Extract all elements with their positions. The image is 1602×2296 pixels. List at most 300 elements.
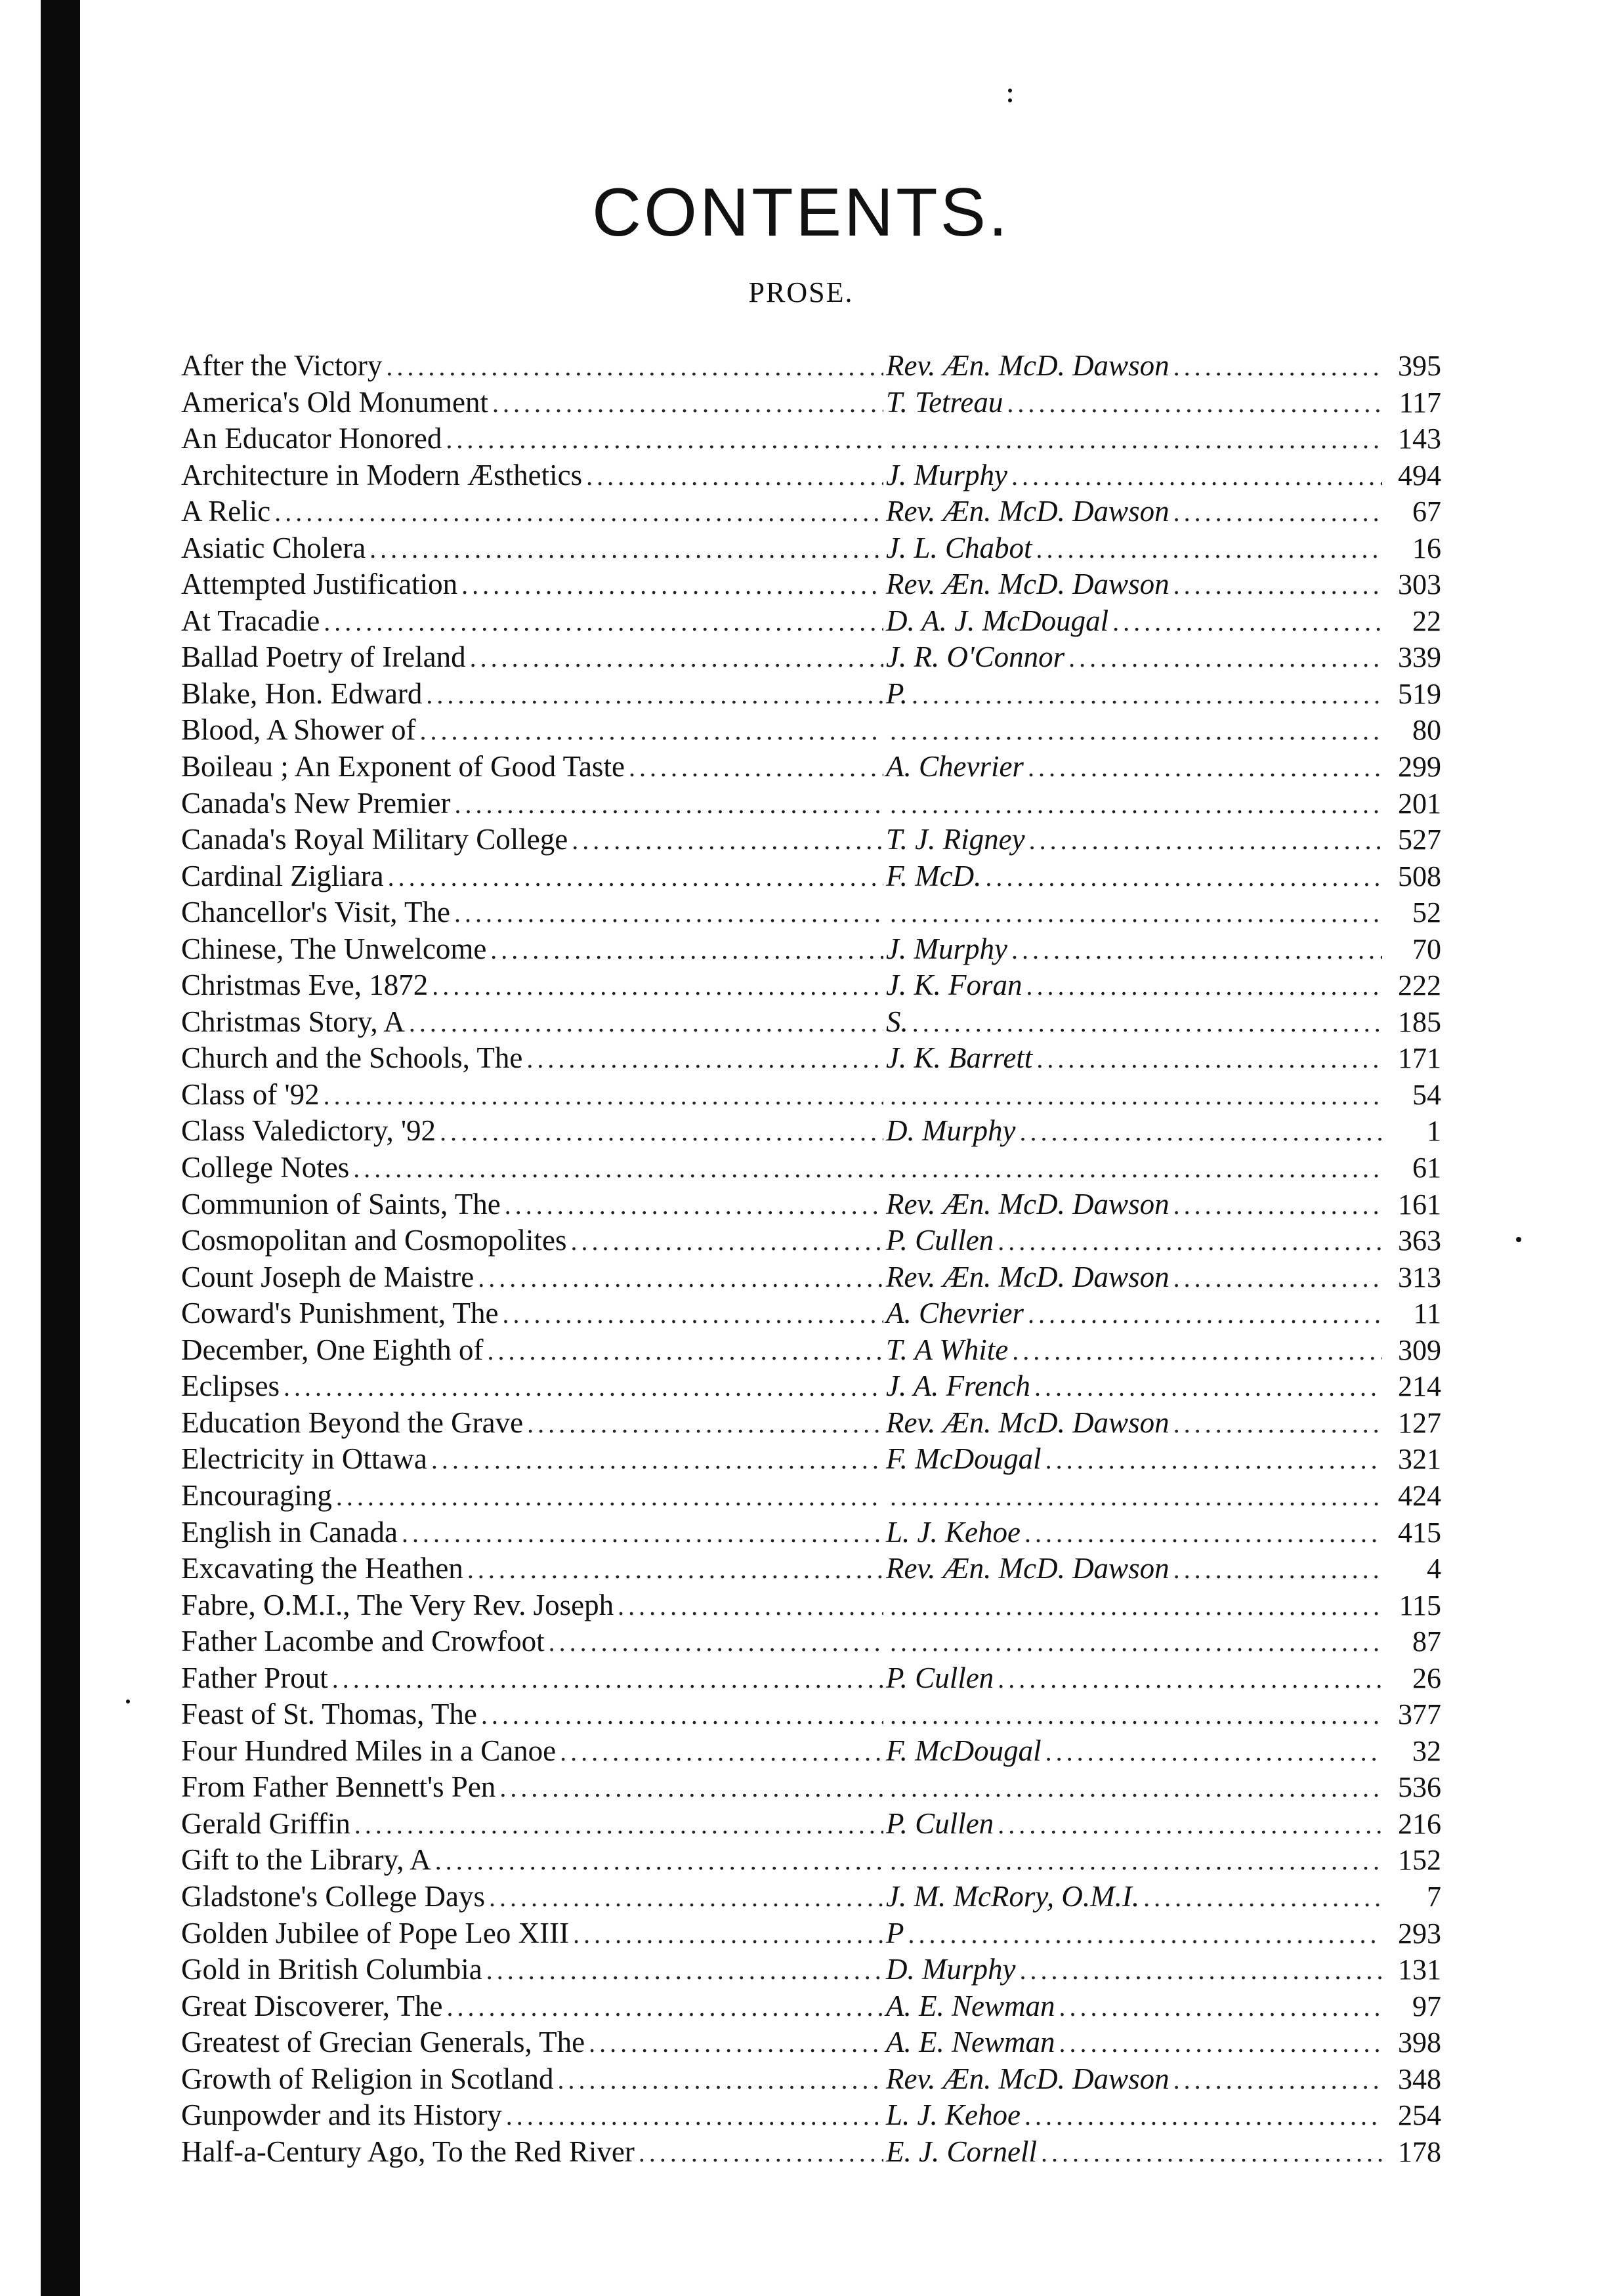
toc-entry-page: 67 bbox=[1412, 495, 1441, 528]
toc-entry bbox=[181, 1514, 1441, 1551]
dot-leader bbox=[890, 1624, 1382, 1660]
toc-entry-author-block bbox=[883, 858, 1382, 895]
toc-entry-page: 1 bbox=[1427, 1115, 1441, 1148]
toc-entry bbox=[181, 1696, 1441, 1733]
dot-leader bbox=[560, 1734, 883, 1770]
toc-entry-author: J. R. O'Connor bbox=[883, 639, 1068, 675]
dot-leader bbox=[1173, 348, 1382, 385]
toc-entry bbox=[181, 2061, 1441, 2098]
dot-leader bbox=[557, 2062, 883, 2098]
toc-entry-author: A. Chevrier bbox=[883, 1295, 1028, 1331]
toc-entry-page: 61 bbox=[1412, 1152, 1441, 1184]
toc-entry-title: Canada's New Premier bbox=[181, 786, 451, 820]
toc-entry-author-block bbox=[883, 713, 1382, 749]
toc-entry bbox=[181, 1295, 1441, 1332]
toc-entry-page: 178 bbox=[1398, 2135, 1441, 2168]
toc-entry bbox=[181, 1842, 1441, 1879]
toc-entry-title: An Educator Honored bbox=[181, 422, 442, 455]
toc-entry-title: Cardinal Zigliara bbox=[181, 859, 384, 892]
toc-entry-author-block bbox=[883, 530, 1382, 567]
dot-leader bbox=[420, 713, 883, 749]
dot-leader bbox=[506, 2098, 883, 2134]
toc-entry bbox=[181, 712, 1441, 749]
dot-leader bbox=[1011, 932, 1382, 968]
toc-entry-author-block bbox=[883, 639, 1382, 676]
toc-entry-author: J. K. Foran bbox=[883, 967, 1026, 1003]
toc-entry-page: 54 bbox=[1412, 1078, 1441, 1111]
toc-entry-page: 536 bbox=[1398, 1771, 1441, 1804]
dot-leader bbox=[1034, 1369, 1382, 1405]
dot-leader bbox=[332, 1661, 883, 1697]
toc-entry-author-block bbox=[883, 676, 1382, 713]
dot-leader bbox=[890, 1150, 1382, 1186]
toc-entry-page: 115 bbox=[1399, 1589, 1441, 1621]
toc-entry-author-block bbox=[883, 1478, 1382, 1514]
dot-leader bbox=[470, 640, 883, 676]
toc-entry-author-block bbox=[883, 2024, 1382, 2061]
dot-leader bbox=[1059, 2025, 1382, 2061]
toc-entry-author: A. E. Newman bbox=[883, 1988, 1059, 2024]
toc-entry-page: 11 bbox=[1413, 1297, 1441, 1330]
dot-leader bbox=[1019, 1952, 1382, 1988]
toc-entry bbox=[181, 566, 1441, 603]
toc-entry bbox=[181, 348, 1441, 385]
toc-entry-title: After the Victory bbox=[181, 349, 383, 382]
toc-entry bbox=[181, 676, 1441, 713]
toc-entry-author-block bbox=[883, 1697, 1382, 1733]
toc-entry bbox=[181, 785, 1441, 822]
toc-entry-author-block bbox=[883, 421, 1382, 457]
toc-entry-page: 222 bbox=[1398, 969, 1441, 1002]
dot-leader bbox=[1045, 1734, 1382, 1770]
toc-entry-author: J. K. Barrett bbox=[883, 1040, 1036, 1076]
dot-leader bbox=[454, 786, 883, 822]
toc-entry bbox=[181, 1733, 1441, 1770]
toc-entry-author: P. Cullen bbox=[883, 1222, 998, 1259]
toc-entry-title: Gold in British Columbia bbox=[181, 1953, 482, 1986]
dot-leader bbox=[586, 458, 883, 494]
dot-leader bbox=[618, 1588, 883, 1624]
toc-entry bbox=[181, 2024, 1441, 2061]
toc-entry-author-block bbox=[883, 1915, 1382, 1952]
toc-entry-title: Gerald Griffin bbox=[181, 1806, 350, 1840]
toc-entry-author: J. L. Chabot bbox=[883, 530, 1036, 566]
toc-entry-author: D. Murphy bbox=[883, 1952, 1019, 1988]
dot-leader bbox=[467, 1551, 883, 1587]
toc-entry bbox=[181, 1769, 1441, 1806]
toc-entry-author-block bbox=[883, 385, 1382, 421]
dot-leader bbox=[461, 567, 883, 603]
dot-leader bbox=[1026, 968, 1383, 1004]
toc-entry-title: Communion of Saints, The bbox=[181, 1187, 501, 1221]
dot-leader bbox=[890, 1843, 1382, 1879]
toc-entry-page: 87 bbox=[1412, 1625, 1441, 1658]
dot-leader bbox=[426, 677, 883, 713]
toc-entry bbox=[181, 493, 1441, 530]
dot-leader bbox=[478, 1260, 883, 1296]
toc-entry-title: English in Canada bbox=[181, 1515, 398, 1549]
toc-entry-author-block bbox=[883, 2134, 1382, 2171]
toc-entry-author-block bbox=[883, 2061, 1382, 2098]
toc-entry-author: L. J. Kehoe bbox=[883, 2097, 1024, 2133]
dot-leader bbox=[503, 1296, 883, 1332]
toc-entry-page: 214 bbox=[1398, 1370, 1441, 1403]
toc-entry-author: J. Murphy bbox=[883, 931, 1011, 967]
dot-leader bbox=[1068, 640, 1382, 676]
toc-entry-author-block bbox=[883, 1077, 1382, 1114]
toc-entry-author: F. McDougal bbox=[883, 1441, 1045, 1477]
toc-entry-title: Golden Jubilee of Pope Leo XIII bbox=[181, 1916, 570, 1950]
toc-entry-author-block bbox=[883, 1843, 1382, 1879]
dot-leader bbox=[1173, 1260, 1382, 1296]
toc-entry-title: A Relic bbox=[181, 495, 271, 528]
toc-entry-author: T. J. Rigney bbox=[883, 822, 1029, 858]
toc-entry bbox=[181, 457, 1441, 494]
dot-leader bbox=[324, 1077, 883, 1114]
dot-leader bbox=[388, 859, 883, 895]
toc-entry-author: J. M. McRory, O.M.I. bbox=[883, 1879, 1143, 1915]
toc-entry-author-block bbox=[883, 1295, 1382, 1332]
dot-leader bbox=[1024, 1515, 1382, 1551]
toc-entry-author-block bbox=[883, 1624, 1382, 1660]
dot-leader bbox=[890, 1588, 1382, 1624]
toc-entry-title: Feast of St. Thomas, The bbox=[181, 1698, 477, 1731]
toc-entry-title: Gift to the Library, A bbox=[181, 1843, 431, 1877]
dot-leader bbox=[1007, 385, 1382, 421]
toc-entry bbox=[181, 1368, 1441, 1405]
toc-entry-title: Asiatic Cholera bbox=[181, 531, 366, 564]
section-heading: PROSE. bbox=[748, 276, 854, 308]
dot-leader bbox=[890, 1697, 1382, 1733]
toc-entry-page: 131 bbox=[1398, 1953, 1441, 1986]
toc-entry-author-block bbox=[883, 603, 1382, 640]
toc-entry-author: Rev. Æn. McD. Dawson bbox=[883, 1259, 1173, 1295]
toc-entry bbox=[181, 1915, 1441, 1952]
dot-leader bbox=[353, 1150, 883, 1186]
speck bbox=[126, 1700, 130, 1703]
dot-leader bbox=[527, 1406, 883, 1442]
toc-entry-author-block bbox=[883, 895, 1382, 931]
dot-leader bbox=[1059, 1989, 1382, 2025]
toc-entry-author: F. McD. bbox=[883, 858, 985, 894]
toc-entry bbox=[181, 967, 1441, 1004]
toc-entry bbox=[181, 2097, 1441, 2134]
toc-entry-title: Count Joseph de Maistre bbox=[181, 1260, 474, 1293]
dot-leader bbox=[890, 1077, 1382, 1114]
toc-entry-page: 152 bbox=[1398, 1844, 1441, 1877]
toc-entry-title: Canada's Royal Military College bbox=[181, 823, 568, 856]
toc-entry-author-block bbox=[883, 931, 1382, 968]
dot-leader bbox=[890, 713, 1382, 749]
toc-entry-author-block bbox=[883, 1222, 1382, 1259]
table-of-contents bbox=[181, 348, 1441, 2170]
toc-entry-author-block bbox=[883, 1952, 1382, 1988]
toc-entry-page: 398 bbox=[1398, 2026, 1441, 2059]
dot-leader bbox=[1173, 2062, 1382, 2098]
toc-entry-author-block bbox=[883, 1551, 1382, 1587]
toc-entry-title: Architecture in Modern Æsthetics bbox=[181, 458, 583, 491]
dot-leader bbox=[409, 1005, 883, 1041]
dot-leader bbox=[1011, 458, 1382, 494]
toc-entry-page: 519 bbox=[1398, 677, 1441, 710]
toc-entry bbox=[181, 1478, 1441, 1514]
dot-leader bbox=[481, 1697, 883, 1733]
toc-entry-title: Electricity in Ottawa bbox=[181, 1442, 427, 1476]
dot-leader bbox=[572, 822, 883, 858]
dot-leader bbox=[432, 968, 883, 1004]
toc-entry bbox=[181, 2134, 1441, 2171]
toc-entry-author: F. McDougal bbox=[883, 1733, 1045, 1769]
dot-leader bbox=[284, 1369, 883, 1405]
toc-entry-page: 424 bbox=[1398, 1479, 1441, 1512]
toc-entry-author-block bbox=[883, 1441, 1382, 1478]
toc-entry bbox=[181, 1623, 1441, 1660]
dot-leader bbox=[629, 749, 883, 785]
toc-entry-title: Blake, Hon. Edward bbox=[181, 677, 423, 710]
toc-entry bbox=[181, 421, 1441, 457]
toc-entry bbox=[181, 530, 1441, 567]
toc-entry-page: 321 bbox=[1398, 1443, 1441, 1476]
toc-entry-author-block bbox=[883, 493, 1382, 530]
toc-entry-author-block bbox=[883, 1368, 1382, 1405]
dot-leader bbox=[1143, 1879, 1382, 1915]
toc-entry-title: Fabre, O.M.I., The Very Rev. Joseph bbox=[181, 1588, 614, 1621]
toc-entry-author: Rev. Æn. McD. Dawson bbox=[883, 1551, 1173, 1587]
dot-leader bbox=[998, 1661, 1382, 1697]
toc-entry-title: December, One Eighth of bbox=[181, 1333, 484, 1366]
dot-leader bbox=[890, 786, 1382, 822]
toc-entry-page: 363 bbox=[1398, 1224, 1441, 1257]
toc-entry-author-block bbox=[883, 822, 1382, 858]
toc-entry-page: 494 bbox=[1398, 459, 1441, 491]
toc-entry bbox=[181, 1259, 1441, 1296]
toc-entry-author: Rev. Æn. McD. Dawson bbox=[883, 1405, 1173, 1441]
toc-entry-author-block bbox=[883, 1988, 1382, 2025]
dot-leader bbox=[490, 932, 883, 968]
dot-leader bbox=[446, 1989, 883, 2025]
toc-entry-page: 293 bbox=[1398, 1917, 1441, 1950]
toc-entry-author: T. A White bbox=[883, 1332, 1012, 1368]
toc-entry-title: Father Prout bbox=[181, 1661, 328, 1694]
toc-entry-author: Rev. Æn. McD. Dawson bbox=[883, 1186, 1173, 1222]
dot-leader bbox=[890, 421, 1382, 457]
toc-entry-page: 161 bbox=[1398, 1188, 1441, 1221]
toc-entry-author: P. bbox=[883, 676, 912, 712]
toc-entry-author-block bbox=[883, 1004, 1382, 1041]
dot-leader bbox=[1012, 1333, 1382, 1369]
toc-entry-author-block bbox=[883, 1150, 1382, 1186]
toc-entry-title: Half-a-Century Ago, To the Red River bbox=[181, 2135, 635, 2168]
dot-leader bbox=[589, 2025, 883, 2061]
toc-entry-author-block bbox=[883, 1770, 1382, 1806]
toc-entry bbox=[181, 1150, 1441, 1186]
toc-entry-title: College Notes bbox=[181, 1151, 350, 1184]
toc-entry-page: 527 bbox=[1398, 824, 1441, 856]
toc-entry-page: 22 bbox=[1412, 604, 1441, 637]
toc-entry bbox=[181, 1222, 1441, 1259]
toc-entry-title: Greatest of Grecian Generals, The bbox=[181, 2026, 585, 2059]
dot-leader bbox=[998, 1806, 1382, 1843]
toc-entry-title: Encouraging bbox=[181, 1478, 332, 1512]
toc-entry-page: 395 bbox=[1398, 350, 1441, 382]
toc-entry-author: T. Tetreau bbox=[883, 385, 1007, 421]
dot-leader bbox=[1045, 1442, 1382, 1478]
dot-leader bbox=[1041, 2135, 1382, 2171]
dot-leader bbox=[1024, 2098, 1382, 2134]
toc-entry-title: Gladstone's College Days bbox=[181, 1879, 486, 1913]
dot-leader bbox=[571, 1223, 883, 1259]
dot-leader bbox=[489, 1879, 883, 1915]
toc-entry bbox=[181, 1988, 1441, 2025]
dot-leader bbox=[1028, 749, 1382, 785]
toc-entry-page: 4 bbox=[1427, 1553, 1441, 1585]
toc-entry-title: Chancellor's Visit, The bbox=[181, 896, 450, 929]
toc-entry-title: Gunpowder and its History bbox=[181, 2098, 502, 2132]
toc-entry-title: Four Hundred Miles in a Canoe bbox=[181, 1734, 557, 1767]
dot-leader bbox=[499, 1770, 883, 1806]
dot-leader bbox=[912, 1005, 1382, 1041]
toc-entry-author-block bbox=[883, 1514, 1382, 1551]
toc-entry-title: Christmas Eve, 1872 bbox=[181, 969, 429, 1002]
toc-entry-author-block bbox=[883, 1405, 1382, 1442]
toc-entry-title: Father Lacombe and Crowfoot bbox=[181, 1625, 545, 1658]
toc-entry bbox=[181, 894, 1441, 931]
toc-entry-author-block bbox=[883, 1040, 1382, 1077]
toc-entry bbox=[181, 1077, 1441, 1114]
toc-entry bbox=[181, 1186, 1441, 1223]
dot-leader bbox=[912, 677, 1382, 713]
toc-entry-page: 127 bbox=[1398, 1406, 1441, 1439]
dot-leader bbox=[890, 1478, 1382, 1514]
dot-leader bbox=[1173, 1406, 1382, 1442]
toc-entry-page: 313 bbox=[1398, 1261, 1441, 1293]
toc-entry-page: 32 bbox=[1412, 1734, 1441, 1767]
dot-leader bbox=[1173, 494, 1382, 530]
toc-entry bbox=[181, 385, 1441, 421]
toc-entry bbox=[181, 1004, 1441, 1041]
toc-entry-author-block bbox=[883, 1186, 1382, 1223]
dot-leader bbox=[274, 494, 883, 530]
toc-entry bbox=[181, 1441, 1441, 1478]
toc-entry-author-block bbox=[883, 457, 1382, 494]
toc-entry-title: Class Valedictory, '92 bbox=[181, 1114, 436, 1148]
toc-entry-title: Church and the Schools, The bbox=[181, 1041, 523, 1075]
toc-entry-author: D. A. J. McDougal bbox=[883, 603, 1112, 639]
toc-entry-author-block bbox=[883, 786, 1382, 822]
toc-entry-author: A. Chevrier bbox=[883, 749, 1028, 785]
toc-entry-author: P. Cullen bbox=[883, 1806, 998, 1842]
toc-entry bbox=[181, 1806, 1441, 1843]
toc-entry-page: 7 bbox=[1427, 1880, 1441, 1913]
toc-entry-title: Education Beyond the Grave bbox=[181, 1406, 524, 1439]
dot-leader bbox=[486, 1952, 883, 1988]
toc-entry bbox=[181, 931, 1441, 968]
dot-leader bbox=[431, 1442, 883, 1478]
toc-entry-author-block bbox=[883, 566, 1382, 603]
speck bbox=[1516, 1237, 1521, 1242]
toc-entry-author: Rev. Æn. McD. Dawson bbox=[883, 493, 1173, 530]
dot-leader bbox=[386, 348, 883, 385]
toc-entry-author: D. Murphy bbox=[883, 1113, 1019, 1149]
toc-entry-page: 348 bbox=[1398, 2062, 1441, 2095]
toc-entry-author: J. A. French bbox=[883, 1368, 1034, 1404]
toc-entry-author: P. Cullen bbox=[883, 1660, 998, 1696]
toc-entry-title: Coward's Punishment, The bbox=[181, 1297, 499, 1330]
dot-leader bbox=[573, 1916, 883, 1952]
toc-entry-page: 339 bbox=[1398, 641, 1441, 674]
toc-entry-author-block bbox=[883, 749, 1382, 785]
toc-entry-author: P bbox=[883, 1915, 908, 1952]
toc-entry-author-block bbox=[883, 1806, 1382, 1843]
dot-leader bbox=[446, 421, 883, 457]
toc-entry bbox=[181, 1551, 1441, 1587]
toc-entry-title: Growth of Religion in Scotland bbox=[181, 2062, 554, 2095]
toc-entry bbox=[181, 1040, 1441, 1077]
toc-entry-title: From Father Bennett's Pen bbox=[181, 1770, 496, 1804]
page-title: CONTENTS. bbox=[592, 175, 1010, 251]
toc-entry bbox=[181, 1332, 1441, 1369]
dot-leader bbox=[998, 1223, 1382, 1259]
toc-entry bbox=[181, 1405, 1441, 1442]
toc-entry bbox=[181, 1952, 1441, 1988]
dot-leader bbox=[890, 895, 1382, 931]
toc-entry-title: Eclipses bbox=[181, 1369, 280, 1403]
toc-entry-title: Ballad Poetry of Ireland bbox=[181, 640, 466, 674]
dot-leader bbox=[1173, 567, 1382, 603]
toc-entry-author-block bbox=[883, 1660, 1382, 1697]
toc-entry-page: 80 bbox=[1412, 714, 1441, 747]
toc-entry-author-block bbox=[883, 1259, 1382, 1296]
toc-entry bbox=[181, 1879, 1441, 1915]
toc-entry bbox=[181, 822, 1441, 858]
toc-entry-page: 171 bbox=[1398, 1042, 1441, 1075]
toc-entry-author: J. Murphy bbox=[883, 457, 1011, 493]
toc-entry-title: Chinese, The Unwelcome bbox=[181, 932, 487, 965]
toc-entry-title: Great Discoverer, The bbox=[181, 1989, 443, 2022]
dot-leader bbox=[890, 1770, 1382, 1806]
toc-entry-author-block bbox=[883, 1113, 1382, 1150]
toc-entry bbox=[181, 1113, 1441, 1150]
dot-leader bbox=[908, 1916, 1383, 1952]
toc-entry-author-block bbox=[883, 1588, 1382, 1624]
speck bbox=[1008, 89, 1012, 93]
dot-leader bbox=[1019, 1114, 1382, 1150]
toc-entry-author: S. bbox=[883, 1004, 912, 1040]
toc-entry-page: 201 bbox=[1398, 787, 1441, 820]
dot-leader bbox=[354, 1806, 883, 1843]
toc-entry-title: America's Old Monument bbox=[181, 385, 489, 419]
toc-entry-page: 309 bbox=[1398, 1333, 1441, 1366]
toc-entry-title: Excavating the Heathen bbox=[181, 1552, 463, 1585]
dot-leader bbox=[1173, 1187, 1382, 1223]
toc-entry-author: Rev. Æn. McD. Dawson bbox=[883, 348, 1173, 384]
dot-leader bbox=[1036, 1041, 1382, 1077]
dot-leader bbox=[1112, 604, 1382, 640]
scan-edge bbox=[41, 0, 80, 2296]
toc-entry-page: 70 bbox=[1412, 932, 1441, 965]
toc-entry-title: Class of '92 bbox=[181, 1077, 320, 1111]
toc-entry-author-block bbox=[883, 1332, 1382, 1369]
toc-entry-author: A. E. Newman bbox=[883, 2024, 1059, 2060]
toc-entry bbox=[181, 1660, 1441, 1697]
toc-entry-page: 26 bbox=[1412, 1661, 1441, 1694]
dot-leader bbox=[985, 859, 1382, 895]
toc-entry-author: L. J. Kehoe bbox=[883, 1514, 1024, 1551]
dot-leader bbox=[402, 1515, 883, 1551]
toc-entry-title: Boileau ; An Exponent of Good Taste bbox=[181, 750, 625, 783]
toc-entry-author-block bbox=[883, 2097, 1382, 2134]
dot-leader bbox=[505, 1187, 883, 1223]
